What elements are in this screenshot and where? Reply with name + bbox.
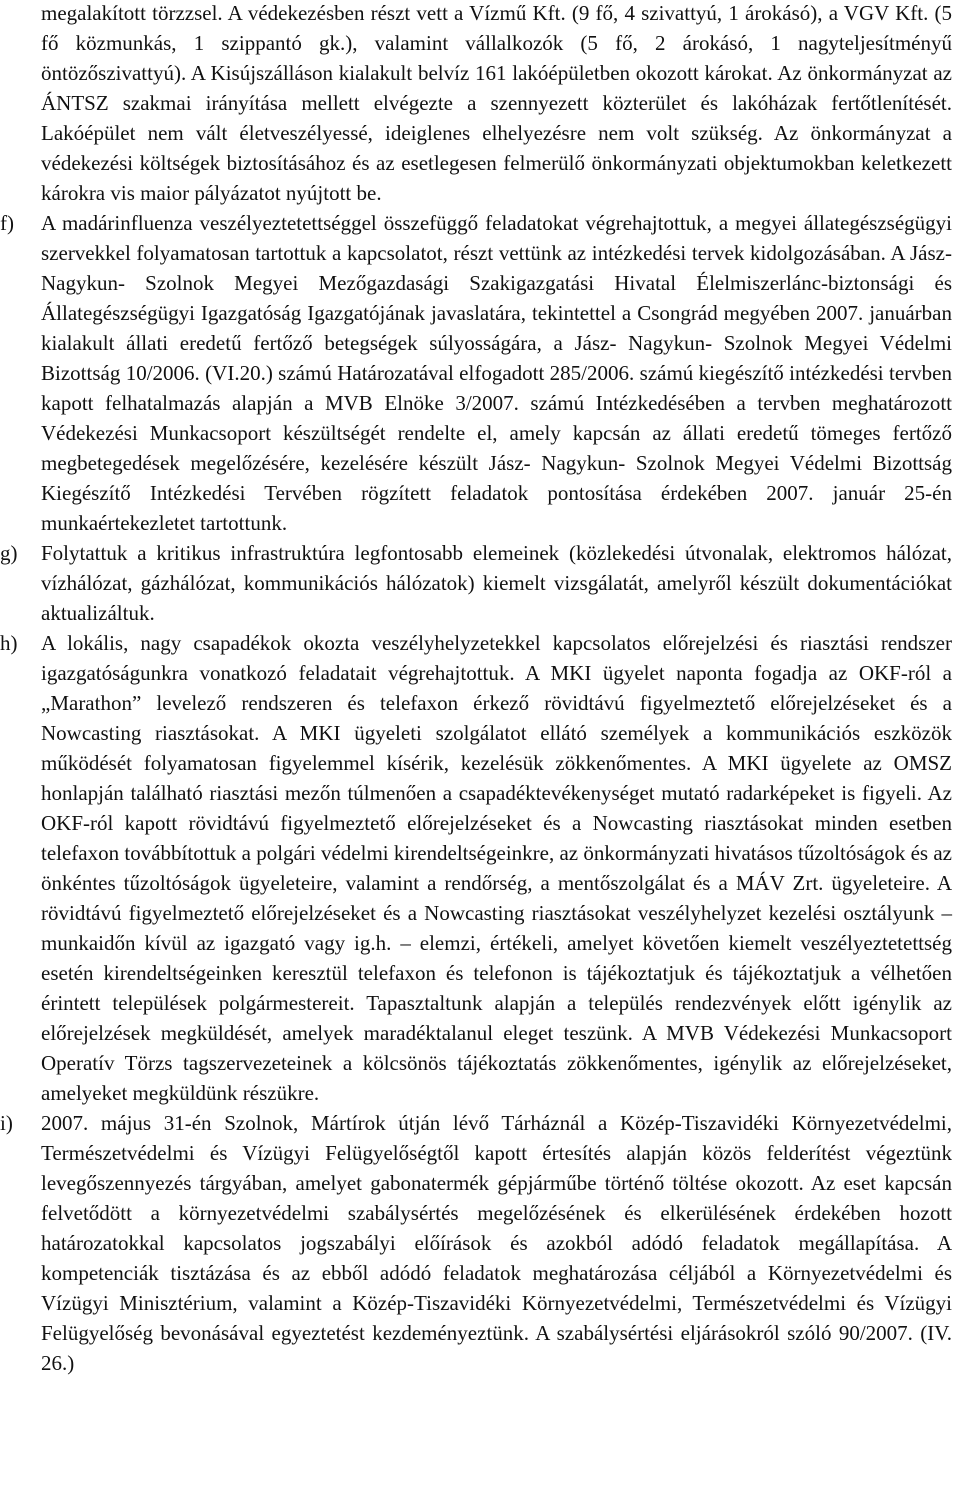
paragraph-continuation [0, 0, 960, 208]
list-item-g [0, 538, 960, 628]
list-item-f [0, 208, 960, 538]
paragraph-text: A madárinfluenza veszélyeztetettséggel összefüggő feladatokat végrehajtottuk, a megyei állategészségügyi szervekkel folyamatosan tartottuk a kapcsolatot, részt vettünk az intézkedési tervek kidolgozásában. A Jász- Nagykun- Szolnok Megyei Mezőgazdasági Szakigazgatási Hivatal Élelmiszerlánc-biztonsági és Állategészségügyi Igazgatóság Igazgatójának javaslatára, tekintettel a Csongrád megyében 2007. januárban kialakult állati eredetű fertőző betegségek súlyosságára, a Jász- Nagykun- Szolnok Megyei Védelmi Bizottság 10/2006. (VI.20.) számú Határozatával elfogadott 285/2006. számú kiegészítő intézkedési tervben kapott felhatalmazás alapján a MVB Elnöke 3/2007. számú Intézkedésében a tervben meghatározott Védekezési Munkacsoport készültségét rendelte el, amely kapcsán az állati eredetű tömeges fertőző megbetegedések megelőzésére, kezelésére készült Jász- Nagykun- Szolnok Megyei Védelmi Bizottság Kiegészítő Intézkedési Tervében rögzített feladatok pontosítása érdekében 2007. január 25-én munkaértekezletet tartottunk. [41, 211, 952, 535]
list-marker: g) [0, 541, 18, 565]
list-marker: i) [0, 1111, 13, 1135]
paragraph-text: 2007. május 31-én Szolnok, Mártírok útján lévő Tárháznál a Közép-Tiszavidéki Környezetvédelmi, Természetvédelmi és Vízügyi Felügyelőségtől kapott értesítés alapján közös felderítést végeztünk levegőszennyezés tárgyában, amelyet gabonatermék gépjárműbe történő töltése okozott. Az eset kapcsán felvetődött a környezetvédelmi szabálysértés megelőzésének és elkerülésének érdekében hozott határozatokkal kapcsolatos jogszabályi előírások és azokból adódó feladatok megállapítása. A kompetenciák tisztázása és az ebből adódó feladatok meghatározása céljából a Környezetvédelmi és Vízügyi Minisztérium, valamint a Közép-Tiszavidéki Környezetvédelmi, Természetvédelmi és Vízügyi Felügyelőség bevonásával egyeztetést kezdeményeztünk. A szabálysértési eljárásokról szóló 90/2007. (IV. 26.) [41, 1111, 952, 1375]
paragraph-text: Folytattuk a kritikus infrastruktúra legfontosabb elemeinek (közlekedési útvonalak, elektromos hálózat, vízhálózat, gázhálózat, kommunikációs hálózatok) kiemelt vizsgálatát, amelyről készült dokumentációkat aktualizáltuk. [41, 541, 952, 625]
list-item-h [0, 628, 960, 1108]
paragraph-text: megalakított törzzsel. A védekezésben részt vett a Vízmű Kft. (9 fő, 4 szivattyú, 1 árokásó), a VGV Kft. (5 fő közmunkás, 1 szippantó gk.), valamint vállalkozók (5 fő, 2 árokásó, 1 nagyteljesítményű öntözőszivattyú). A Kisújszálláson kialakult belvíz 161 lakóépületben okozott károkat. Az önkormányzat az ÁNTSZ szakmai irányítása mellett elvégezte a szennyezett közterület és lakóházak fertőtlenítését. Lakóépület nem vált életveszélyessé, ideiglenes elhelyezésre nem volt szükség. Az önkormányzat a védekezési költségek biztosításához és az esetlegesen felmerülő önkormányzati objektumokban keletkezett károkra vis maior pályázatot nyújtott be. [41, 1, 952, 205]
paragraph-text: A lokális, nagy csapadékok okozta veszélyhelyzetekkel kapcsolatos előrejelzési és riasztási rendszer igazgatóságunkra vonatkozó feladatait végrehajtottuk. A MKI ügyelet naponta fogadja az OKF-ról a „Marathon” levelező rendszeren és telefaxon érkező rövidtávú figyelmeztető előrejelzéseket és a Nowcasting riasztásokat. A MKI ügyeleti szolgálatot ellátó személyek a kommunikációs eszközök működését folyamatosan figyelemmel kísérik, kezelésük zökkenőmentes. A MKI ügyelete az OMSZ honlapján található riasztási mezőn túlmenően a csapadéktevékenységet mutató radarképeket is figyeli. Az OKF-ról kapott rövidtávú figyelmeztető előrejelzéseket és a Nowcasting riasztásokat minden esetben telefaxon továbbítottuk a polgári védelmi kirendeltségeinkre, az önkormányzati hivatásos tűzoltóságok és az önkéntes tűzoltóságok ügyeleteire, valamint a rendőrség, a mentőszolgálat és a MÁV Zrt. ügyeleteire. A rövidtávú figyelmeztető előrejelzéseket és a Nowcasting riasztásokat veszélyhelyzet kezelési osztályunk – munkaidőn kívül az igazgató vagy ig.h. – elemzi, értékeli, amelyet követően kiemelt veszélyeztetettség esetén kirendeltségeinken keresztül telefaxon és telefonon is tájékoztatjuk és tájékoztatjuk a vélhetően érintett települések polgármestereit. Tapasztaltunk alapján a település rendezvények előtt igénylik az előrejelzések megküldését, amelyek maradéktalanul eleget teszünk. A MVB Védekezési Munkacsoport Operatív Törzs tagszervezeteinek a kölcsönös tájékoztatás zökkenőmentes, igénylik az előrejelzéseket, amelyeket megküldünk részükre. [41, 631, 952, 1105]
list-marker: f) [0, 211, 14, 235]
list-marker: h) [0, 631, 18, 655]
list-item-i [0, 1108, 960, 1378]
